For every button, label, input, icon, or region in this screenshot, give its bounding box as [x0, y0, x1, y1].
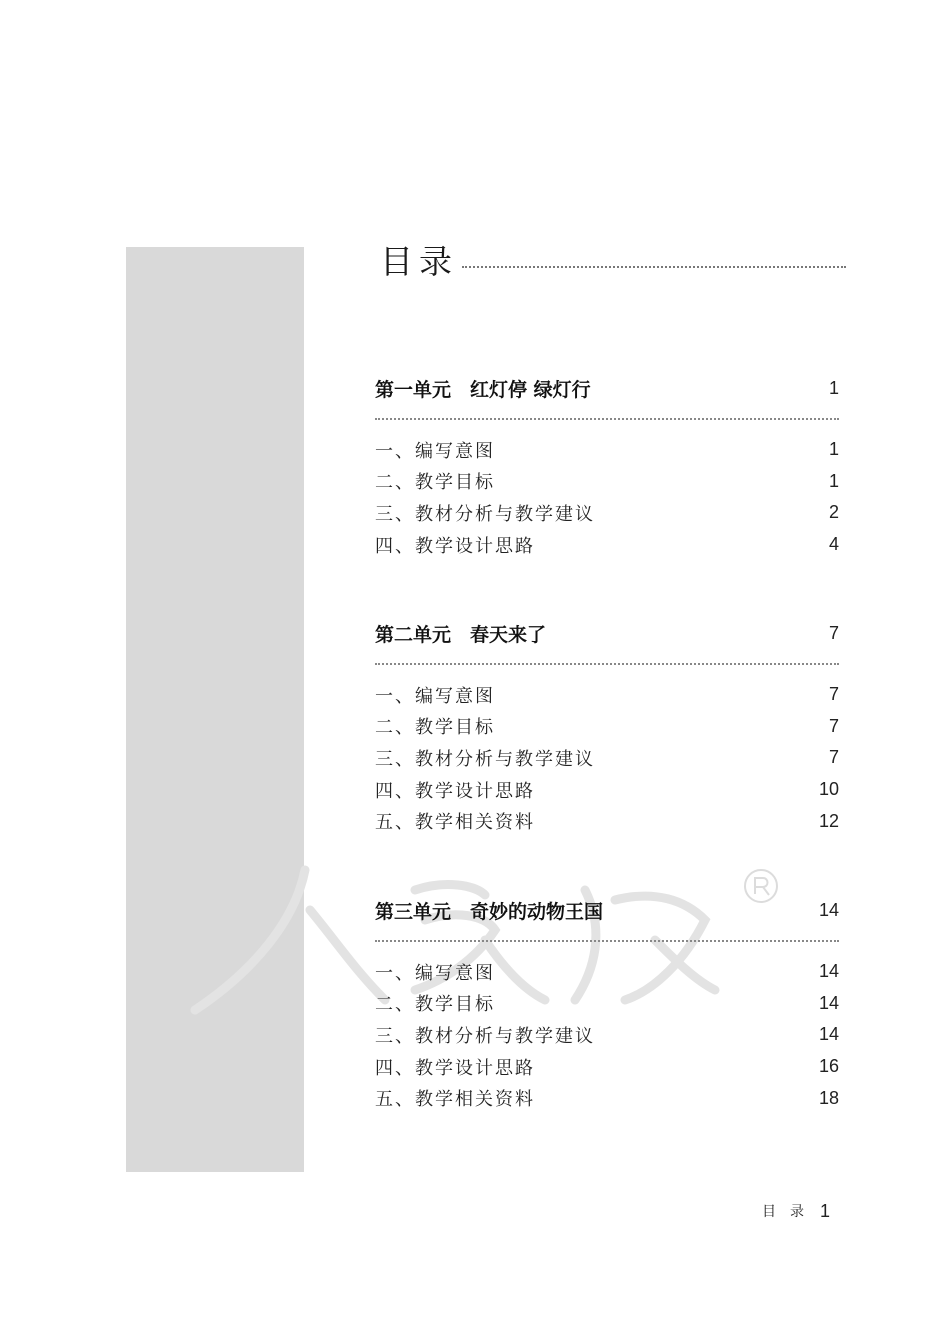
entry-label: 二、教学目标 — [375, 472, 495, 494]
toc-entry[interactable] — [375, 529, 839, 561]
toc-title-leader — [462, 266, 846, 268]
unit-heading[interactable] — [375, 372, 839, 404]
toc-unit-1 — [375, 372, 839, 560]
entry-page-number: 4 — [828, 534, 839, 555]
entry-label: 二、教学目标 — [375, 994, 495, 1016]
entry-label: 一、编写意图 — [375, 440, 495, 462]
entry-page-number: 14 — [818, 992, 839, 1013]
toc-unit-3 — [375, 894, 839, 1114]
toc-entry[interactable] — [375, 466, 839, 498]
unit-page-number: 14 — [818, 899, 839, 920]
entry-page-number: 12 — [818, 810, 839, 831]
entry-page-number: 7 — [828, 684, 839, 705]
footer-page-number: 1 — [820, 1200, 831, 1221]
toc-entry[interactable] — [375, 1082, 839, 1114]
entry-page-number: 7 — [828, 747, 839, 768]
toc-entry[interactable] — [375, 1051, 839, 1083]
unit-page-number: 7 — [828, 622, 839, 643]
entry-label: 三、教材分析与教学建议 — [375, 748, 595, 770]
toc-header — [380, 238, 846, 282]
unit-title: 第一单元 红灯停 绿灯行 — [375, 378, 591, 401]
entry-label: 五、教学相关资料 — [375, 812, 535, 834]
unit-title: 第二单元 春天来了 — [375, 623, 547, 646]
entry-label: 四、教学设计思路 — [375, 535, 535, 557]
entry-page-number: 2 — [828, 502, 839, 523]
entry-label: 三、教材分析与教学建议 — [375, 1025, 595, 1047]
footer-section-label: 目录 — [762, 1204, 818, 1220]
page-footer — [762, 1198, 852, 1224]
toc-entry[interactable] — [375, 434, 839, 466]
unit-page-number: 1 — [828, 377, 839, 398]
unit-heading[interactable] — [375, 617, 839, 649]
entry-page-number: 1 — [828, 439, 839, 460]
entry-label: 一、编写意图 — [375, 962, 495, 984]
entry-page-number: 16 — [818, 1056, 839, 1077]
entry-label: 五、教学相关资料 — [375, 1089, 535, 1111]
unit-title: 第三单元 奇妙的动物王国 — [375, 900, 604, 923]
entry-page-number: 18 — [818, 1087, 839, 1108]
entry-label: 四、教学设计思路 — [375, 780, 535, 802]
entry-page-number: 7 — [828, 715, 839, 736]
unit-heading[interactable] — [375, 894, 839, 926]
entry-label: 二、教学目标 — [375, 717, 495, 739]
toc-entry[interactable] — [375, 956, 839, 988]
unit-divider — [375, 418, 839, 420]
entry-page-number: 1 — [828, 470, 839, 491]
entry-page-number: 14 — [818, 1024, 839, 1045]
toc-entry[interactable] — [375, 774, 839, 806]
entry-label: 三、教材分析与教学建议 — [375, 503, 595, 525]
toc-entry[interactable] — [375, 1019, 839, 1051]
entry-page-number: 14 — [818, 961, 839, 982]
unit-divider — [375, 940, 839, 942]
unit-divider — [375, 663, 839, 665]
entry-label: 一、编写意图 — [375, 685, 495, 707]
toc-entry[interactable] — [375, 742, 839, 774]
toc-entry[interactable] — [375, 988, 839, 1020]
toc-title: 目录 — [380, 242, 458, 281]
side-band — [126, 247, 304, 1172]
toc-unit-2 — [375, 617, 839, 837]
toc-entry[interactable] — [375, 711, 839, 743]
entry-page-number: 10 — [818, 779, 839, 800]
toc-entry[interactable] — [375, 805, 839, 837]
entry-label: 四、教学设计思路 — [375, 1057, 535, 1079]
toc-entry[interactable] — [375, 679, 839, 711]
toc-entry[interactable] — [375, 497, 839, 529]
